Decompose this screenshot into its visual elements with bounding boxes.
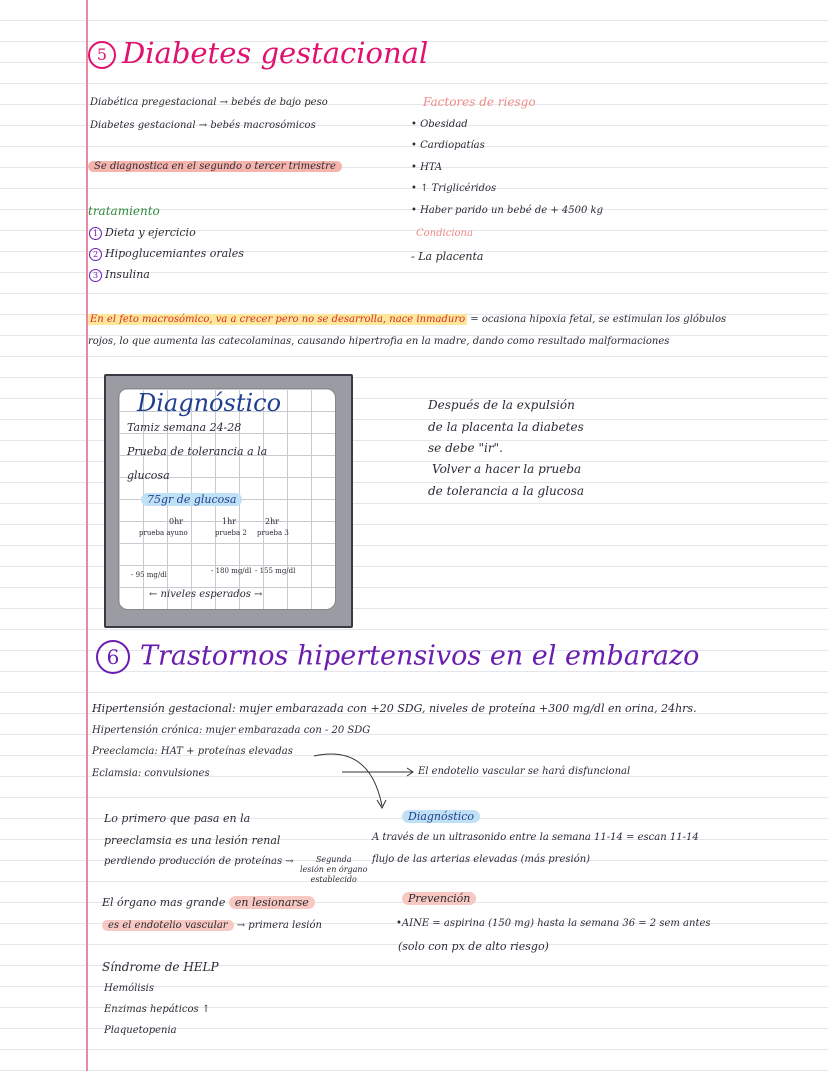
gestational-note: Diabetes gestacional → bebés macrosómicos — [90, 120, 316, 131]
primero-line-1: Lo primero que pasa en la — [104, 812, 251, 825]
test-ayuno: prueba ayuno — [139, 529, 188, 537]
diagnosis-trimester-highlight: Se diagnostica en el segundo o tercer trimestre — [88, 161, 342, 172]
primero-line-3: perdiendo producción de proteínas → — [104, 856, 294, 867]
factor-hta: • HTA — [411, 162, 443, 173]
tamiz-line: Tamiz semana 24-28 — [127, 421, 242, 434]
diagnostico-card — [104, 374, 353, 628]
glucosa-line: glucosa — [127, 469, 170, 482]
help-hemolisis: Hemólisis — [104, 983, 154, 994]
diagnostico-6-title: Diagnóstico — [402, 810, 480, 823]
time-1hr: 1hr — [222, 517, 237, 526]
factor-trigliceridos: • ↑ Triglicéridos — [411, 183, 497, 194]
organ-line-1: El órgano mas grande en lesionarse — [102, 896, 315, 909]
diagnostico-6-line1: A través de un ultrasonido entre la semana 11-14 = escan 11-14 — [372, 832, 699, 843]
hipertension-gestacional: Hipertensión gestacional: mujer embarazada con +20 SDG, niveles de proteína +300 mg/dl en orina, 24hrs. — [92, 702, 697, 715]
section-6-number: 6 — [96, 640, 130, 674]
prevencion-title: Prevención — [402, 892, 476, 905]
test-2: prueba 2 — [215, 529, 247, 537]
test-3: prueba 3 — [257, 529, 289, 537]
after-note-4: Volver a hacer la prueba — [432, 462, 582, 476]
section-5-title-text: Diabetes gestacional — [122, 36, 429, 70]
condiciona-title: Condiciona — [416, 228, 473, 239]
value-2: - 180 mg/dl — [211, 567, 252, 575]
fetal-paragraph-line2: rojos, lo que aumenta las catecolaminas, causando hipertrofia en la madre, dando como resultado malformaciones — [88, 336, 670, 347]
after-note-1: Después de la expulsión — [428, 398, 575, 412]
factor-bebe-peso: • Haber parido un bebé de + 4500 kg — [411, 205, 604, 216]
time-0hr: 0hr — [169, 517, 184, 526]
preeclamcia: Preeclamcia: HAT + proteínas elevadas — [92, 746, 293, 757]
endotelio-note: El endotelio vascular se hará disfuncional — [418, 766, 631, 777]
fetal-paragraph-line1: En el feto macrosómico, va a crecer pero no se desarrolla, nace inmaduro = ocasiona hipoxia fetal, se estimulan los glóbulos — [90, 314, 727, 325]
organ-line-2: es el endotelio vascular → primera lesión — [102, 920, 322, 931]
after-note-3: se debe "ir". — [428, 441, 503, 455]
niveles-esperados: ← niveles esperados → — [149, 589, 263, 600]
value-3: - 155 mg/dl — [255, 567, 296, 575]
section-6-title — [96, 640, 699, 674]
factor-obesidad: • Obesidad — [411, 119, 468, 130]
primero-line-2: preeclamsia es una lesión renal — [104, 834, 281, 847]
tratamiento-item-3: 3 Insulina — [89, 268, 150, 282]
diagnostico-grid — [118, 388, 336, 610]
diagnostico-card-title: Diagnóstico — [137, 389, 282, 417]
eclamsia: Eclamsia: convulsiones — [92, 768, 210, 779]
after-note-5: de tolerancia a la glucosa — [428, 484, 585, 498]
factores-title: Factores de riesgo — [423, 95, 536, 109]
hipertension-cronica: Hipertensión crónica: mujer embarazada con - 20 SDG — [92, 725, 371, 736]
time-2hr: 2hr — [265, 517, 280, 526]
tratamiento-item-1: 1 Dieta y ejercicio — [89, 226, 196, 240]
prueba-line: Prueba de tolerancia a la — [127, 445, 268, 458]
after-note-2: de la placenta la diabetes — [428, 420, 584, 434]
dose-line: 75gr de glucosa — [141, 493, 242, 506]
help-enzimas: Enzimas hepáticos ↑ — [104, 1004, 211, 1015]
section-5-title — [88, 36, 428, 70]
section-5-number: 5 — [88, 41, 116, 69]
condiciona-placenta: - La placenta — [411, 250, 484, 263]
factor-cardiopatias: • Cardiopatías — [411, 140, 485, 151]
diagnostico-6-line2: flujo de las arterias elevadas (más presión) — [372, 854, 591, 865]
prevencion-line1: •AINE = aspirina (150 mg) hasta la semana 36 = 2 sem antes — [396, 918, 711, 929]
segunda-lesion: Segunda lesión en órgano establecido — [300, 855, 368, 884]
tratamiento-title: tratamiento — [88, 204, 160, 218]
section-6-title-text: Trastornos hipertensivos en el embarazo — [140, 640, 700, 672]
help-plaquetopenia: Plaquetopenia — [104, 1025, 177, 1036]
prevencion-line2: (solo con px de alto riesgo) — [398, 940, 549, 953]
value-ayuno: - 95 mg/dl — [131, 571, 167, 579]
pregestational-note: Diabética pregestacional → bebés de bajo peso — [90, 97, 328, 108]
help-title: Síndrome de HELP — [102, 960, 219, 974]
tratamiento-item-2: 2 Hipoglucemiantes orales — [89, 247, 244, 261]
